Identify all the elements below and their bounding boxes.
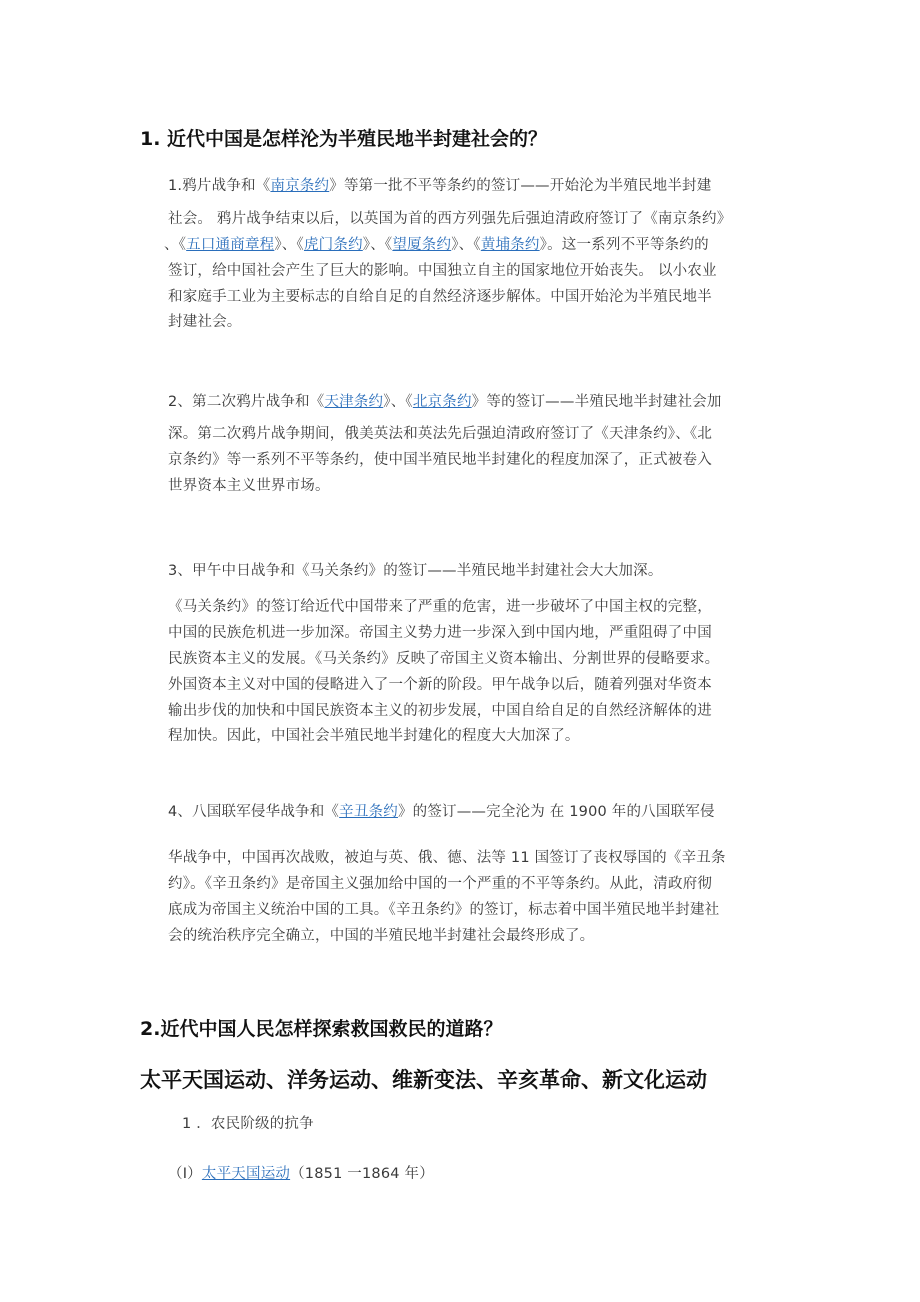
text: 2、第二次鸦片战争和《	[168, 394, 325, 410]
link-huangpu-treaty[interactable]: 黄埔条约	[480, 237, 540, 253]
text: 》、《	[274, 237, 304, 253]
list-item-taiping	[168, 1163, 434, 1185]
question-2-subheading: 太平天国运动、洋务运动、维新变法、辛亥革命、新文化运动	[140, 1068, 707, 1092]
link-taiping-movement[interactable]: 太平天国运动	[201, 1166, 291, 1182]
text: 1.鸦片战争和《	[168, 178, 271, 194]
text-line: 民族资本主义的发展。《马关条约》反映了帝国主义资本输出、分割世界的侵略要求。	[168, 651, 720, 667]
text-line: 外国资本主义对中国的侵略进入了一个新的阶段。甲午战争以后，随着列强对华资本	[168, 677, 712, 693]
text-line: 社会。 鸦片战争结束以后，以英国为首的西方列强先后强迫清政府签订了《南京条约》	[168, 211, 732, 227]
text: （Ⅰ）	[168, 1166, 202, 1182]
link-wukou-tongshang[interactable]: 五口通商章程	[186, 237, 275, 253]
list-item-peasant-struggle: 1 ．农民阶级的抗争	[182, 1116, 314, 1132]
text-line: 会的统治秩序完全确立，中国的半殖民地半封建社会最终形成了。	[168, 928, 595, 944]
text-line: 和家庭手工业为主要标志的自给自足的自然经济逐步解体。中国开始沦为半殖民地半	[168, 289, 712, 305]
text-line: 中国的民族危机进一步加深。帝国主义势力进一步深入到中国内地，严重阻碍了中国	[168, 625, 712, 641]
text-line: 世界资本主义世界市场。	[168, 478, 330, 494]
text-line: 《马关条约》的签订给近代中国带来了严重的危害，进一步破坏了中国主权的完整，	[168, 599, 712, 615]
text: 》的签订——完全沦为 在 1900 年的八国联军侵	[397, 804, 715, 820]
text-line: 深。第二次鸦片战争期间，俄美英法和英法先后强迫清政府签订了《天津条约》、《北	[168, 426, 713, 442]
text-line	[168, 175, 711, 197]
text: 》等第一批不平等条约的签订——开始沦为半殖民地半封建	[329, 178, 712, 194]
text: 》。这一系列不平等条约的	[539, 237, 709, 253]
text: 》、《	[451, 237, 481, 253]
text: （1851 一1864 年）	[290, 1166, 434, 1182]
text-line: 京条约》等一系列不平等条约，使中国半殖民地半封建化的程度加深了，正式被卷入	[168, 452, 712, 468]
text-line	[168, 391, 722, 413]
text-line: 封建社会。	[168, 314, 242, 330]
link-xinchou-treaty[interactable]: 辛丑条约	[339, 804, 398, 820]
text-line	[164, 234, 709, 256]
text: 》等的签订——半殖民地半封建社会加	[471, 394, 722, 410]
text-line: 3、甲午中日战争和《马关条约》的签订——半殖民地半封建社会大大加深。	[168, 563, 663, 579]
link-beijing-treaty[interactable]: 北京条约	[412, 394, 472, 410]
link-tianjin-treaty[interactable]: 天津条约	[324, 394, 384, 410]
question-2-heading: 2.近代中国人民怎样探索救国救民的道路？	[140, 1018, 503, 1040]
link-wangxia-treaty[interactable]: 望厦条约	[392, 237, 452, 253]
text-line: 约》。《辛丑条约》是帝国主义强加给中国的一个严重的不平等条约。从此，清政府彻	[168, 876, 713, 892]
text: 、《	[164, 237, 187, 253]
link-nanjing-treaty[interactable]: 南京条约	[270, 178, 330, 194]
link-humen-treaty[interactable]: 虎门条约	[303, 237, 363, 253]
text-line: 签订，给中国社会产生了巨大的影响。中国独立自主的国家地位开始丧失。 以小农业	[168, 263, 717, 279]
text-line: 输出步伐的加快和中国民族资本主义的初步发展，中国自给自足的自然经济解体的进	[168, 703, 712, 719]
text-line: 华战争中，中国再次战败，被迫与英、俄、德、法等 11 国签订了丧权辱国的《辛丑条	[168, 850, 726, 866]
text-line	[168, 801, 715, 823]
text: 4、八国联军侵华战争和《	[168, 804, 340, 820]
question-1-heading: 1. 近代中国是怎样沦为半殖民地半封建社会的？	[140, 128, 548, 150]
text-line: 程加快。因此，中国社会半殖民地半封建化的程度大大加深了。	[168, 728, 580, 744]
text: 》、《	[383, 394, 413, 410]
text: 》、《	[362, 237, 393, 253]
text-line: 底成为帝国主义统治中国的工具。《辛丑条约》的签订，标志着中国半殖民地半封建社	[168, 902, 720, 918]
